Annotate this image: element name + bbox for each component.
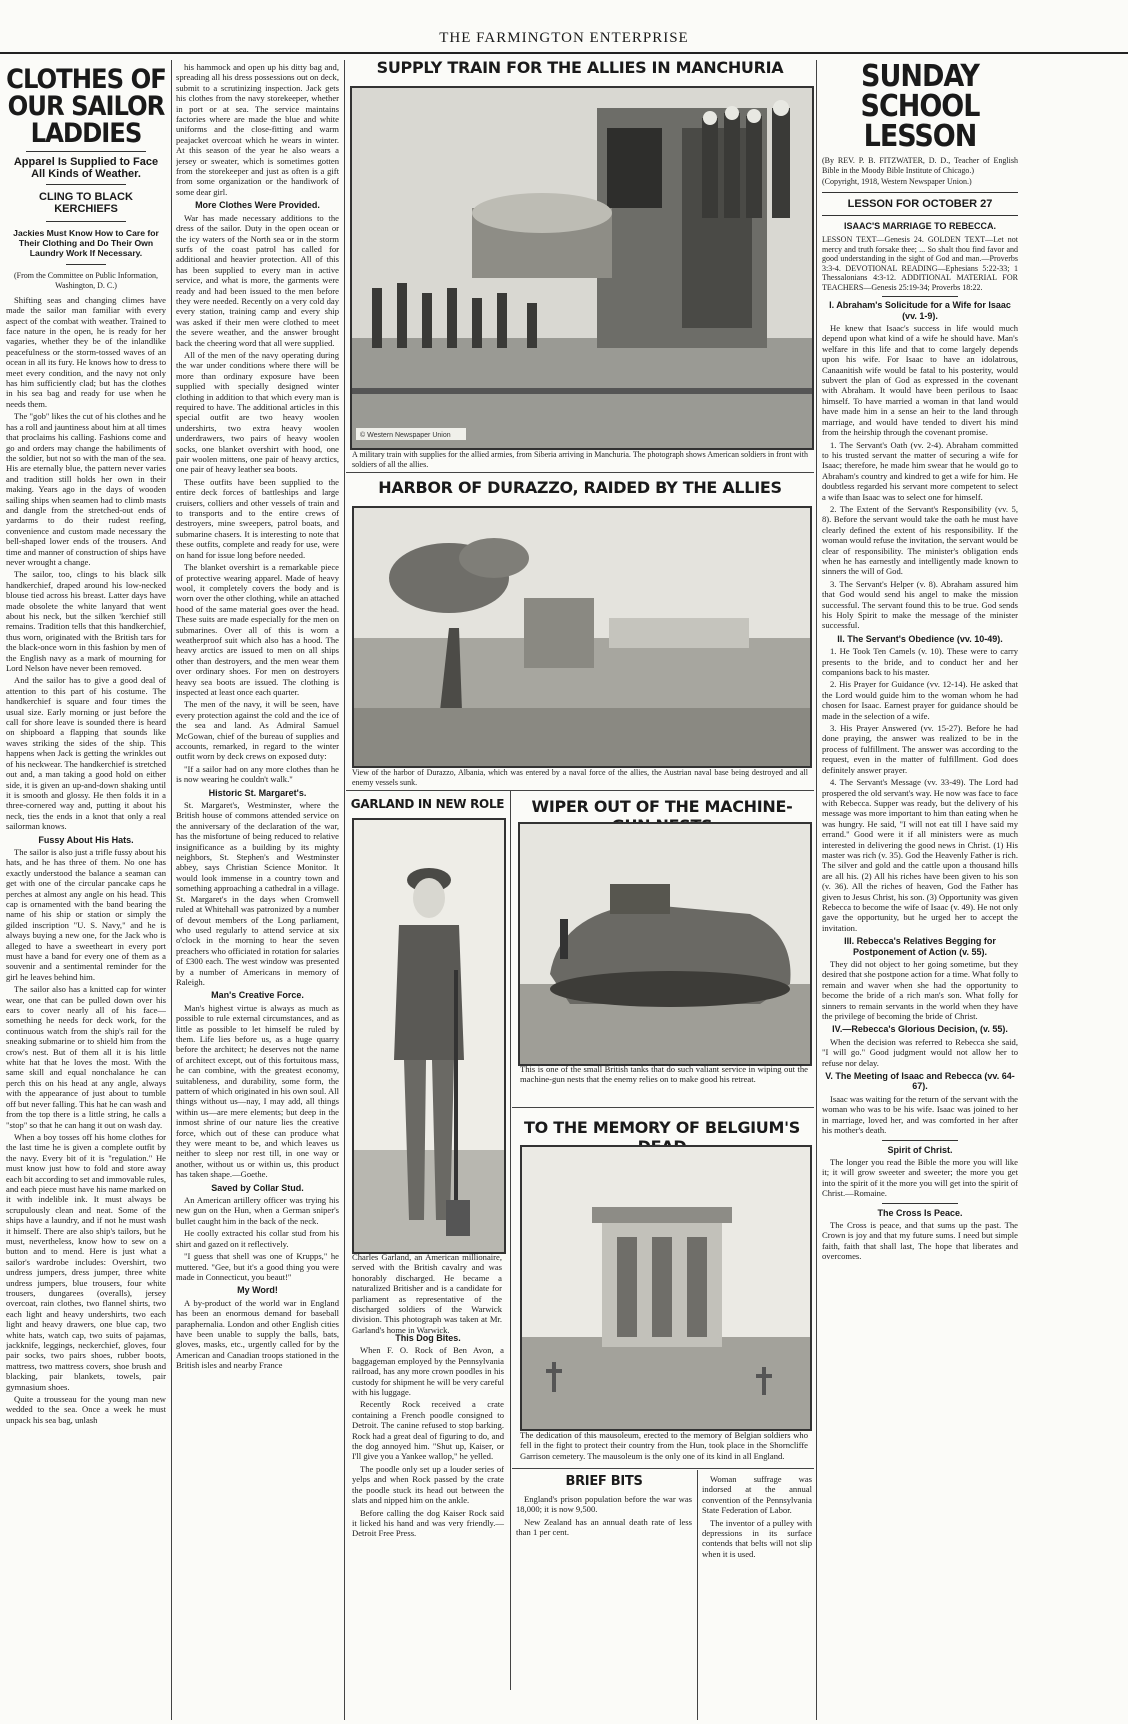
article-paragraph: These outfits have been supplied to the entire deck forces of battleships and large cruisers, colliers and other vessels of train and to transports and to the entire crews of destroyers, mine sweepers, patrol boats, and submarine chasers. It is interesting to note that these outfits, complete and ready for use, were on hand for issue long before needed. xyxy=(176,476,339,560)
left-column xyxy=(6,62,166,1720)
lesson-heading: LESSON xyxy=(863,119,977,154)
article-paragraph: Shifting seas and changing climes have made the sailor man familiar with every aspect of the combat with weather. Trained to face nature in the open, he is ready for her vagaries, whether they be of the inlandlike peacefulness or the storm-tossed waves of an ocean in all its fury. He knows how to dress to meet every condition, and the navy not only has him sufficiently clad; but has the clothes in his sea bag and ready for use when he needs them. xyxy=(6,294,166,409)
lesson-title: ISAAC'S MARRIAGE TO REBECCA. xyxy=(844,221,996,232)
article-paragraph: When F. O. Rock of Ben Avon, a baggageman employed by the Pennsylvania railroad, has any more crown poodles in his custody for shipment he will be very careful with his luggage. xyxy=(352,1345,505,1398)
subheading: My Word! xyxy=(237,1285,278,1296)
article-paragraph: The "gob" likes the cut of his clothes and he has a roll and jauntiness about him at all times that proclaims his calling. Fashions come and go and orders may change the habiliments of the soldier, but not so with the man of the sea. His are eternally blue, the pattern never varies and tradition still holds her own in their making. Years ago in the days of wooden sailing ships when seamen had to climb masts and dangle from the stretched-out ends of yardarms to do their rudest reefing, convenience and custom made necessary the bell-shaped lower ends of the trousers. And time and manner of construction of ships have never wrought a change. xyxy=(6,411,166,567)
lesson-paragraph: Isaac was waiting for the return of the servant with the woman who was to be his wife. Isaac was joined to her in marriage, loved her, and was comforted in her after his mother's death. xyxy=(822,1093,1018,1136)
subheading: This Dog Bites. xyxy=(395,1333,461,1343)
lesson-paragraph: When the decision was referred to Rebecca she said, "I will go." Good judgment would not allow her to refuse nor delay. xyxy=(822,1036,1018,1068)
brief-item: New Zealand has an annual death rate of less than 1 per cent. xyxy=(516,1516,692,1538)
lesson-paragraph: 2. His Prayer for Guidance (vv. 12-14). He asked that the Lord would guide him to the woman whom he had chosen for Isaac. Earnest prayer for guidance should be made in the selection of a wife. xyxy=(822,679,1018,721)
lesson-section-heading: III. Rebecca's Relatives Begging for Postponement of Action (v. 55). xyxy=(844,936,996,957)
subheading: Fussy About His Hats. xyxy=(38,834,134,845)
byline: (By REV. P. B. FITZWATER, D. D., Teacher of English Bible in the Moody Bible Institute of Chicago.) xyxy=(822,156,1018,176)
article-paragraph: When a boy tosses off his home clothes for the last time he is given a complete outfit by the navy. Every bit of it is "regulation." He must know just how to fold and store away each bit according to set and immovable rules, and each piece must have his name marked on it with indelible ink. It must always be scrupulously clean and neat. Some of the ships have a laundry, and if not he must wash it himself. There are also ship's tailors, but he must, nevertheless, know how to sew on a button and to mend. Here is just what a sailor's wardrobe includes: Overshirt, two undress jumpers, dress jumper, three white undress jumpers, blue trousers, four white trousers, dungarees (overalls), jersey overcoat, rain clothes, two flannel shirts, two each light and heavy undershirts, two each light and heavy drawers, one blue cap, two white hats, watch cap, two suits of pajamas, jackknife, leggings, neckerchief, gloves, four pair socks, two pairs shoes, rubber boots, mattress, two mattress covers, shoe brush and blacking, pair blankets, towels, pair gymnasium shoes. xyxy=(6,1131,166,1392)
deck: Jackies Must Know How to Care for Their Clothing and Do Their Own Laundry Work If Necessary. xyxy=(13,228,159,258)
sunday-school-heading: SUNDAY SCHOOL xyxy=(860,62,980,124)
lesson-section-heading: II. The Servant's Obedience (vv. 10-49). xyxy=(837,633,1003,644)
subheading: Spirit of Christ. xyxy=(887,1144,953,1155)
article-paragraph: "If a sailor had on any more clothes than he is now wearing he couldn't walk." xyxy=(176,763,339,785)
lesson-paragraph: He knew that Isaac's success in life would much depend upon what kind of a wife he should have. Man's welfare in this life and that to come largely depends upon his wife. For Isaac to have an idolatrous, Canaanitish wife would be fatal to his posterity, would subvert the plan of God as expressed in the covenant with Abraham. It would have been perilous to Isaac himself. To have married a woman in that land would have made him in a sense an heir to the land through marriage, and would have tended to divert his mind from the heirship through the covenant promise. xyxy=(822,323,1018,438)
belgian-memorial-photo xyxy=(520,1145,812,1431)
lesson-paragraph: 1. He Took Ten Camels (v. 10). These were to carry presents to the bride, and to conduct her and her companions back to his master. xyxy=(822,646,1018,678)
article-paragraph: The sailor, too, clings to his black silk handkerchief, draped around his low-necked blouse tied across his breast. Latter days have made obsolete the white lanyard that went about his neck, but the silken 'kerchief still remains. Tradition tells that this handkerchief, thus worn, originated with the British tars for the black-once worn in this fashion by men of the English navy as a mark of mourning for Lord Nelson have never been removed. xyxy=(6,569,166,674)
subheading: Saved by Collar Stud. xyxy=(211,1182,304,1193)
article-paragraph: The sailor is also just a trifle fussy about his hats, and he has three of them. No one has exactly understood the balance a seaman can get with one of the circular pancake caps he perches at almost any angle on his head. This cap is ornamented with the band bearing the name of his ship or station or simply the gilded inscription "U. S. Navy," and he is always buying a new one, for the Jack who is alleged to have a sweetheart in every port must have a band for every one of them as a souvenir and a sentimental reminder for the girl he leaves behind him. xyxy=(6,846,166,982)
column-rule xyxy=(697,1470,698,1720)
credit-line: (From the Committee on Public Information, Washington, D. C.) xyxy=(14,271,158,291)
article-paragraph: Man's highest virtue is always as much as possible to rule external circumstances, and as little as possible to let himself be ruled by them. Life lies before us, as a huge quarry before the architect; he deserves not the name of architect except, out of this fortuitous mass, he can combine, with the greatest economy, suitableness, and durability, some form, the pattern of which originated in his own soul. All things without us—nay, I may add, all things within us—are mere elements; but deep in the inmost shrine of our nature lies the creative force, which out of these can produce what they were meant to be, and which leaves us neither to sleep nor rest till, in one way or another, without us or within us, this product has taken shape.—Goethe. xyxy=(176,1002,339,1180)
photo-caption: View of the harbor of Durazzo, Albania, which was entered by a naval force of the allies, the Austrian naval base being destroyed and all enemy vessels sunk. xyxy=(352,768,808,787)
article-paragraph: his hammock and open up his ditty bag and, spreading all his dress possessions out on deck, submit to a scrutinizing inspection. Jack gets his clothes from the navy storekeeper, whether in port or at sea. The service maintains factories where are made the blue and white uniforms and the close-fitting and warm peajacket overcoat which he wears in winter. At this season of the year he also wears a jersey or sweater, which is sometimes gotten from the storekeeper and just as often is a gift from some organization or the handiwork of some dear girl. xyxy=(176,62,339,197)
lesson-section-heading: IV.—Rebecca's Glorious Decision, (v. 55). xyxy=(832,1024,1008,1035)
newspaper-title: THE FARMINGTON ENTERPRISE xyxy=(439,30,689,46)
brief-item: England's prison population before the war was 18,000; it is now 9,500. xyxy=(516,1494,692,1515)
brief-item: Woman suffrage was indorsed at the annual convention of the Pennsylvania State Federation of Labor. xyxy=(702,1474,812,1516)
lesson-paragraph: 3. His Prayer Answered (vv. 15-27). Before he had done praying, the answer was realized to be in the process of fulfillment. The answer was according to the request, even in the matter of fulfillment. God does definitely answer prayer. xyxy=(822,723,1018,775)
brief-item: The inventor of a pulley with depressions in its surface contends that belts will not slip when it is used. xyxy=(702,1517,812,1559)
article-paragraph: Before calling the dog Kaiser Rock said it licked his hand and was very friendly.—Detroit Free Press. xyxy=(352,1507,504,1539)
column-rule xyxy=(344,60,345,1720)
column-rule xyxy=(816,60,817,1720)
subheading: The Cross Is Peace. xyxy=(877,1207,963,1218)
article-paragraph: The sailor also has a knitted cap for winter wear, one that can be pulled down over his ears to cover nearly all of his face—something he needs for deck work, for the continuous watch from the ship's rail for the sneaking submarine or to shield him from the crow's nest. But of them all it is his little white hat that he loves the most. With the same skill and equal nonchalance he can perch this on his head at any angle, always with the appearance of just about to tumble off but never falling. This hat he can wash and from the top there is a little string, he calls a "stop" so that he can hang it out on wash day. xyxy=(6,984,166,1130)
lesson-paragraph: The longer you read the Bible the more you will like it; it will grow sweeter and sweeter; the more you get into the spirit of it the more you will get into the spirit of Christ.—Romaine. xyxy=(822,1156,1018,1199)
photo-headline: HARBOR OF DURAZZO, RAIDED BY THE ALLIES xyxy=(378,478,782,497)
photo-caption: Charles Garland, an American millionaire, served with the British cavalry and was honorably discharged. He became a naturalized Britisher and is a candidate for parliament as representative of the discharged soldiers of the Warwick division. This photograph was taken at Mr. Garland's home in Warwick. xyxy=(352,1252,502,1335)
section-rule xyxy=(346,472,814,473)
photo-credit: © Western Newspaper Union xyxy=(360,432,451,439)
section-rule xyxy=(512,1468,814,1469)
masthead xyxy=(0,28,1128,54)
photo-headline: GARLAND IN NEW ROLE xyxy=(350,797,505,811)
copyright: (Copyright, 1918, Western Newspaper Union.) xyxy=(822,176,972,186)
section-rule xyxy=(346,790,814,791)
photo-caption: This is one of the small British tanks that do such valiant service in wiping out the machine-gun nests that the enemy relies on to make good his retreat. xyxy=(520,1064,808,1085)
deck: Apparel Is Supplied to Face All Kinds of Weather. xyxy=(13,156,159,180)
subheading: Man's Creative Force. xyxy=(211,990,304,1001)
article-paragraph: Quite a trousseau for the young man new wedded to the sea. Once a week he must unpack his sea bag, unlash xyxy=(6,1394,166,1425)
lesson-texts: LESSON TEXT—Genesis 24. GOLDEN TEXT—Let not mercy and truth forsake thee; ... So shalt thou find favor and good understanding in the sight of God and man.—Proverbs 3:3-4. DEVOTIONAL READING—Ephesians 5:22-33; 1 Thessalonians 4:3-12. ADDITIONAL MATERIAL FOR TEACHERS—Genesis 25:19-34; Proverbs 18:22. xyxy=(822,235,1018,292)
article-paragraph: War has made necessary additions to the dress of the sailor. Duty in the open ocean or the icy waters of the North sea or in the storm surfs of the coast patrol has called for additional and heavier protection. All of this has been supplied to every man in active service, and what is more, the garments were ready and had been issued to the men before they were needed. Recently on a very cold day every station, training camp and every ship was asked if their men were clothed to meet the severe weather, and the answer brought back the cheering word that all were supplied. xyxy=(176,212,339,348)
lesson-section-heading: I. Abraham's Solicitude for a Wife for Isaac (vv. 1-9). xyxy=(829,300,1011,321)
second-column xyxy=(176,62,339,1720)
article-paragraph: The men of the navy, it will be seen, have every protection against the cold and the ice of the sea and land. As Admiral Samuel McGowan, chief of the bureau of supplies and accounts, remarked, in regard to the winter outfit worn by deck crews on exposed duty: xyxy=(176,699,339,762)
lesson-section-heading: V. The Meeting of Isaac and Rebecca (vv. 64-67). xyxy=(825,1071,1015,1092)
lesson-paragraph: 3. The Servant's Helper (v. 8). Abraham assured him that God would send his angel to make the mission successful. The servant found this to be true. God sends his Holy Spirit to make the message of the minister successful. xyxy=(822,578,1018,631)
lesson-date: LESSON FOR OCTOBER 27 xyxy=(847,198,993,211)
subheading: More Clothes Were Provided. xyxy=(195,200,320,211)
article-paragraph: St. Margaret's, Westminster, where the British house of commons attended service on the anniversary of the declaration of the war, has the misfortune of being reduced to relative insignificance as a building by its mighty neighbors, St. Stephen's and Westminster abbey, says Christian Science Monitor. It would look immense in a country town and something approaching a cathedral in a village. St. Margaret's in the days when Cromwell ruled at Whitehall was patronized by a number of devout members of the Long parliament, who used regularly to attend service at six o'clock in the morning to hear the seven preachers who officiated in rotation for salaries of £300 each. The west window was presented by a number of Americans in memory of Raleigh. xyxy=(176,800,339,987)
photo-headline: SUPPLY TRAIN FOR THE ALLIES IN MANCHURIA xyxy=(376,58,784,77)
article-paragraph: And the sailor has to give a good deal of attention to this part of his costume. The handkerchief is square and four times the usual size. Early morning or just before the call for shore leave is sounded there is heard on shipboard a flapping that sounds like waves striking the sides of the ship. This happens when Jack is getting the wrinkles out of his neckwear. The handkerchief is stretched out and, a man taking a good hold on either side, it is given an up-and-down shaking until it is smooth and glossy. He then folds it in a three-cornered way and, putting it about his neck, ties the ends in a knot that only a real sailorman knows. xyxy=(6,675,166,832)
article-paragraph: He coolly extracted his collar stud from his shirt and gazed on it reflectively. xyxy=(176,1228,339,1249)
column-rule xyxy=(171,60,172,1720)
photo-caption: The dedication of this mausoleum, erected to the memory of Belgian soldiers who fell in the fight to protect their country from the Hun, took place in the Shorncliffe Garrison cemetery. The mausoleum is the only one of its kind in all England. xyxy=(520,1430,808,1461)
article-paragraph: "I guess that shell was one of Krupps," he muttered. "Gee, but it's a good thing you were made in Connecticut, you beaut!" xyxy=(176,1251,339,1282)
article-paragraph: Recently Rock received a crate containing a French poodle consigned to Detroit. The canine refused to stop barking. Rock had a great deal of figuring to do, and the dog annoyed him. "Shut up, Kaiser, or I'll give you a Yankee wallop," he yelled. xyxy=(352,1399,504,1462)
supply-train-photo xyxy=(350,86,814,450)
headline: CLOTHES OF OUR SAILOR LADDIES xyxy=(6,64,166,149)
article-paragraph: The blanket overshirt is a remarkable piece of protective wearing apparel. Made of heavy wool, it completely covers the body and is worn over the other clothing, while an attached hood of the same material goes over the head. These suits are made especially for the men on submarines. Over all of this is worn a weatherproof suit which also has a hood. The heavy arctics are issued to men on all ships other than destroyers, and the men wear them over ordinary shoes. For men on destroyers heavy sea boots are issued. The clothing is inspected at least once each quarter. xyxy=(176,562,339,697)
deck: CLING TO BLACK KERCHIEFS xyxy=(39,191,133,215)
poem: The Cross is peace, and that sums up the past. The Crown is joy and that my future sums. I need but simple faith, faith that shall last, The hope that liberates and overcomes. xyxy=(822,1219,1018,1262)
lesson-paragraph: 1. The Servant's Oath (vv. 2-4). Abraham committed to his trusted servant the matter of securing a wife for Isaac; therefore, he made him swear that he would go to Abraham's country and kindred to get a wife for him. He doubtless regarded his servant more competent to select a wife than Isaac was to select one for himself. xyxy=(822,439,1018,502)
photo-headline: TO THE MEMORY OF BELGIUM'S xyxy=(524,1118,800,1137)
lesson-paragraph: 4. The Servant's Message (vv. 33-49). The Lord had prospered the old servant's way. He now was face to face with Rebecca. Supper was ready, but the delivery of his message was more important to him than eating when he was hungry. He said, "I will not eat till I have said my errand." Good were it if all ministers were as much interested in delivering the good news in Christ. (1) His master was rich (v. 35). God the Heavenly Father is rich. The silver and gold and the cattle upon a thousand hills are all his. (2) All his riches have been given to his son (v. 36). All the riches of heaven, God the Father has given to Jesus Christ, his son. (3) Opportunity was given Rebecca to become the wife of Isaac (v. 49). He not only gave the opportunity, but he urged her to accept the invitation. xyxy=(822,777,1018,933)
lesson-paragraph: They did not object to her going sometime, but they desired that she postpone action for a time. What folly to remain and waver when she had the opportunity to become the bride of a rich man's son. What folly for sinners to remain servants in the world when they have the privilege of becoming the bride of Christ. xyxy=(822,959,1018,1022)
lesson-paragraph: 2. The Extent of the Servant's Responsibility (vv. 5, 8). Before the servant would take the oath he must have clearly defined the extent of his responsibility. If the woman would refuse the invitation, the servant would be clear of responsibility. The minister's obligation ends when he has earnestly and intelligently made known to sinners the will of God. xyxy=(822,503,1018,577)
article-paragraph: The poodle only set up a louder series of yelps and when Rock passed by the crate the poodle stuck its head out between the slats and nipped him on the ankle. xyxy=(352,1463,504,1506)
subheading: Historic St. Margaret's. xyxy=(208,787,307,798)
article-paragraph: All of the men of the navy operating during the war under conditions where there will be more than ordinary exposure have been supplied with specially designed winter clothing in addition to that which every man is required to have. The additional articles in this special outfit are two heavy woolen undershirts, two extra heavy woolen underdrawers, two pairs of heavy woolen socks, one blanket overshirt with hood, one pair woolen mittens, one pair of heavy arctics, one pair of heavy leather sea boots. xyxy=(176,349,339,475)
brief-bits-heading: BRIEF BITS xyxy=(565,1474,643,1489)
article-paragraph: A by-product of the world war in England has been an enormous demand for baseball paraphernalia. London and other English cities have been unable to supply the balls, bats, gloves, masks, etc., urgently called for by the American and Canadian troops stationed in the British isles and nearby France xyxy=(176,1297,339,1371)
right-column xyxy=(822,62,1018,1720)
durazzo-harbor-photo xyxy=(352,506,812,768)
column-rule xyxy=(510,790,511,1690)
garland-portrait-photo xyxy=(352,818,506,1254)
article-paragraph: An American artillery officer was trying his new gun on the Hun, when a German sniper's bullet caught him in the back of the neck. xyxy=(176,1195,339,1226)
photo-headline: WIPER OUT OF THE MACHINE- xyxy=(531,797,793,816)
tank-photo xyxy=(518,822,812,1066)
section-rule xyxy=(512,1107,814,1108)
photo-caption: A military train with supplies for the allied armies, from Siberia arriving in Manchuria. The photograph shows American soldiers in front with soldiers of all the allies. xyxy=(352,450,808,469)
